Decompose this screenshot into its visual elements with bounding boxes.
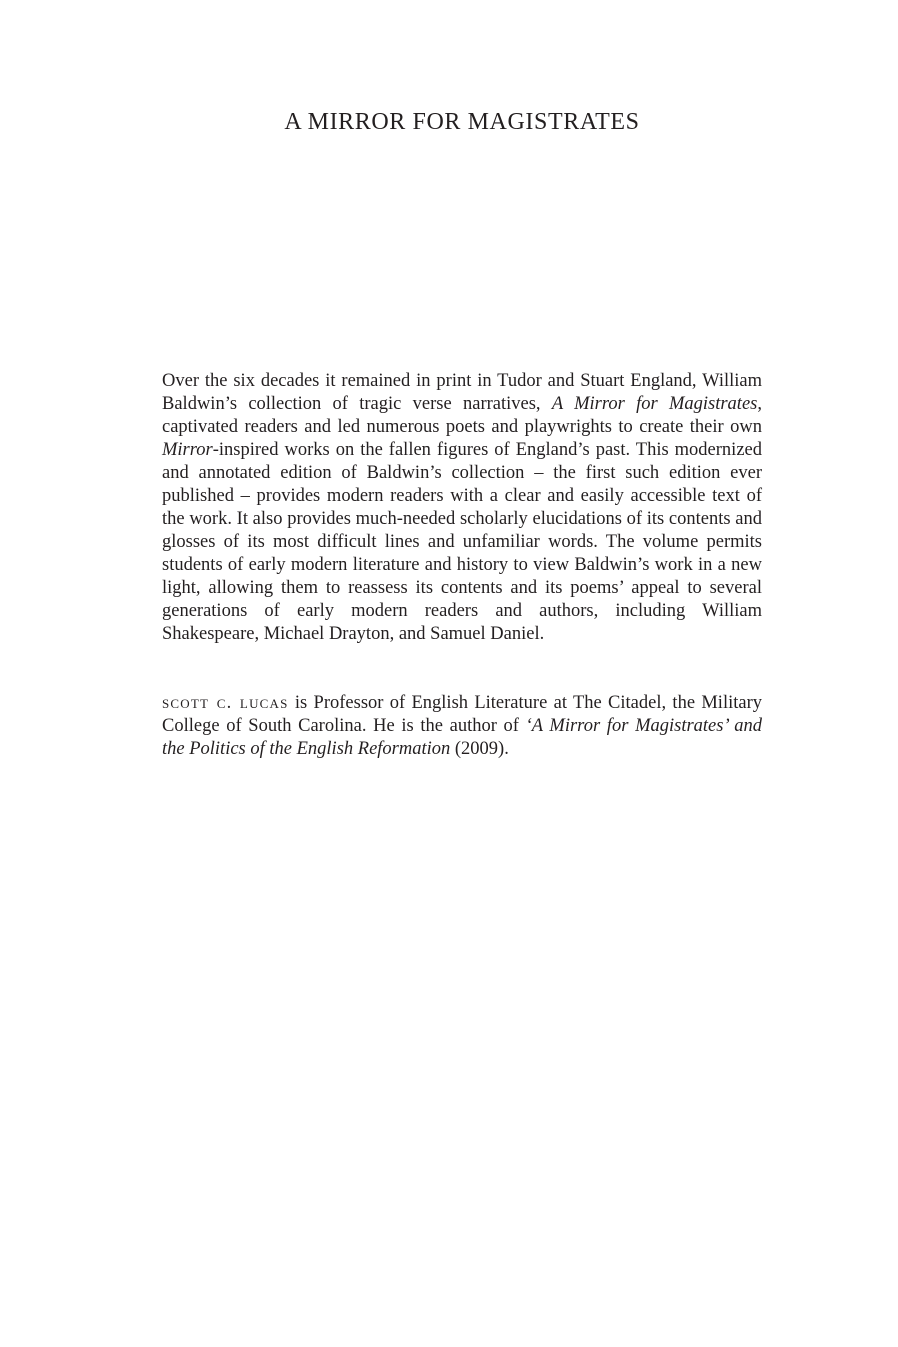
description-mirror-word: Mirror — [162, 440, 213, 460]
author-name: scott c. lucas — [162, 693, 289, 713]
bio-text-1: is Professor of English Literature at The Citadel, the Military College of South Carolina. He is the author of — [162, 693, 762, 736]
description-book-title: A Mirror for Magistrates — [551, 394, 758, 414]
description-part-1: Over the six decades it remained in print in Tudor and Stuart England, William Baldwin’s collection of tragic verse narratives, — [162, 371, 762, 414]
description-part-2: , captivated readers and led numerous poets and playwrights to create their own — [162, 394, 762, 437]
series-title: A MIRROR FOR MAGISTRATES — [284, 109, 640, 135]
bio-book-title: ‘A Mirror for Magistrates’ and the Politics of the English Reformation — [162, 716, 762, 759]
bio-text-2: (2009). — [450, 739, 509, 759]
book-description — [162, 370, 762, 646]
author-bio — [162, 692, 762, 761]
description-part-3: -inspired works on the fallen figures of England’s past. This modernized and annotated edition of Baldwin’s collection – the first such edition ever published – provides modern readers with a clear and easily accessible text of the work. It also provides much-needed scholarly elucidations of its contents and glosses of its most difficult lines and unfamiliar words. The volume permits students of early modern literature and history to view Baldwin’s work in a new light, allowing them to reassess its contents and its poems’ appeal to several generations of early modern readers and authors, including William Shakespeare, Michael Drayton, and Samuel Daniel. — [162, 440, 762, 644]
